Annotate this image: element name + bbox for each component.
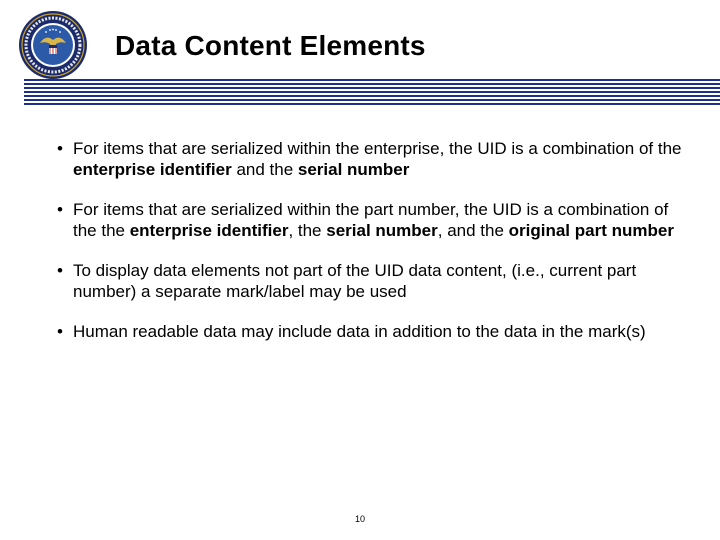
bullet-emphasis: enterprise identifier [129,221,289,240]
header-band [24,79,720,107]
bullet-dot-icon: • [57,200,63,219]
bullet-list [55,138,695,361]
band-line [24,87,720,89]
bullet-item [55,321,695,342]
bullet-text: , and the [437,221,509,240]
bullet-emphasis: serial number [297,160,410,179]
bullet-dot-icon: • [57,322,63,341]
bullet-text: For items that are serialized within the part number, the UID is a combination of the the [73,200,669,240]
band-line [24,83,720,85]
bullet-item [55,260,695,302]
bullet-emphasis: original part number [508,221,674,240]
bullet-item [55,199,695,241]
band-line [24,99,720,101]
band-line [24,103,720,105]
band-line [24,95,720,97]
bullet-text: , the [288,221,327,240]
slide-title: Data Content Elements [115,30,426,61]
bullet-text: For items that are serialized within the enterprise, the UID is a combination of the [73,139,682,158]
bullet-item [55,138,695,180]
band-line [24,79,720,81]
page-number: 10 [354,514,365,524]
bullet-text: and the [231,160,298,179]
bullet-emphasis: serial number [326,221,438,240]
bullet-text: To display data elements not part of the UID data content, (i.e., current part number) a separate mark/label may be used [73,261,637,301]
bullet-text: Human readable data may include data in addition to the data in the mark(s) [73,322,646,341]
band-line [24,91,720,93]
dod-seal-icon [18,10,88,80]
bullet-dot-icon: • [57,261,63,280]
bullet-dot-icon: • [57,139,63,158]
bullet-emphasis: enterprise identifier [73,160,232,179]
